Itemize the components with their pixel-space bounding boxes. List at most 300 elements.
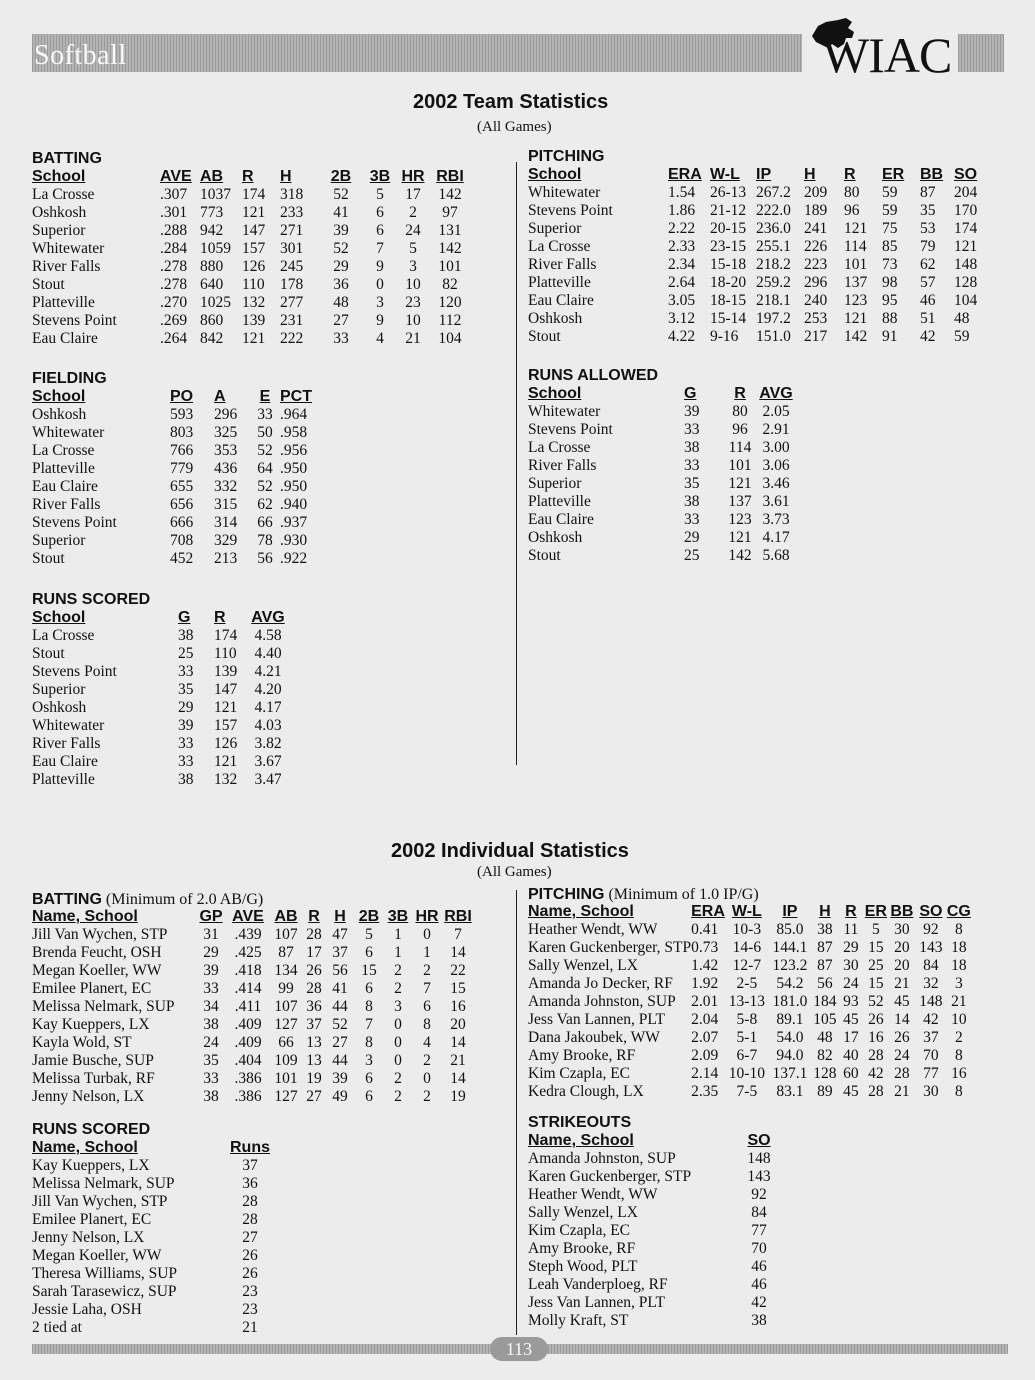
table-cell: 3	[409, 258, 417, 275]
table-cell: 95	[882, 292, 898, 309]
table-cell: 16	[868, 1029, 884, 1046]
table-cell: 1	[423, 944, 431, 961]
table-cell: 88	[882, 310, 898, 327]
table-cell: 452	[170, 550, 194, 567]
table-cell: 126	[214, 735, 238, 752]
table-cell: 593	[170, 406, 194, 423]
table-cell: 0	[394, 1016, 402, 1033]
table-cell: 60	[843, 1065, 859, 1082]
table-cell: Whitewater	[528, 184, 601, 201]
table-cell: 174	[954, 220, 978, 237]
table-cell: 92	[923, 921, 939, 938]
column-header: W-L	[731, 903, 762, 920]
table-cell: 1037	[200, 186, 231, 203]
table-cell: Superior	[528, 220, 582, 237]
table-row	[32, 1052, 474, 1070]
table-cell: Stevens Point	[528, 421, 613, 438]
table-cell: 123	[728, 511, 752, 528]
table-cell: 38	[178, 627, 194, 644]
table-cell: .386	[234, 1088, 262, 1105]
table-cell: 2.64	[668, 274, 696, 291]
table-cell: 213	[214, 550, 238, 567]
table-cell: 143	[747, 1168, 771, 1185]
column-header: ERA	[668, 166, 702, 183]
table-cell: 84	[751, 1204, 767, 1221]
table-cell: 41	[332, 980, 348, 997]
table-cell: 2	[394, 1088, 402, 1105]
table-cell: 1.86	[668, 202, 696, 219]
team-column-divider	[516, 162, 517, 765]
table-cell: 860	[200, 312, 224, 329]
table-cell: River Falls	[528, 457, 597, 474]
table-cell: 27	[333, 312, 349, 329]
table-cell: 2.07	[691, 1029, 719, 1046]
table-cell: 39	[684, 403, 700, 420]
table-cell: .270	[160, 294, 188, 311]
table-cell: Amy Brooke, RF	[528, 1047, 636, 1064]
table-cell: 42	[868, 1065, 884, 1082]
table-cell: 30	[894, 921, 910, 938]
table-cell: 14	[450, 944, 466, 961]
table-cell: 85.0	[776, 921, 804, 938]
table-cell: 147	[242, 222, 266, 239]
table-row	[32, 998, 474, 1016]
table-cell: 44	[332, 1052, 348, 1069]
team-runs-allowed-table	[528, 385, 796, 565]
table-cell: .964	[280, 406, 308, 423]
column-header: School	[528, 166, 582, 183]
table-cell: 209	[804, 184, 828, 201]
table-cell: 226	[804, 238, 828, 255]
table-cell: 96	[844, 202, 860, 219]
header-banner	[32, 34, 802, 72]
table-cell: 82	[817, 1047, 833, 1064]
table-row	[32, 1157, 272, 1175]
table-row	[32, 330, 472, 348]
table-row	[32, 258, 472, 276]
table-cell: 296	[804, 274, 828, 291]
table-cell: 142	[844, 328, 868, 345]
table-cell: Stout	[528, 328, 561, 345]
table-cell: 91	[882, 328, 898, 345]
table-cell: 144.1	[772, 939, 808, 956]
table-row	[528, 547, 796, 565]
table-cell: 52	[333, 240, 349, 257]
table-cell: 1	[394, 944, 402, 961]
table-cell: 332	[214, 478, 238, 495]
table-cell: 93	[843, 993, 859, 1010]
table-cell: 10	[951, 1011, 967, 1028]
table-cell: 157	[214, 717, 238, 734]
table-cell: .409	[234, 1016, 262, 1033]
table-cell: Sally Wenzel, LX	[528, 1204, 638, 1221]
table-cell: 666	[170, 514, 194, 531]
table-cell: 6	[365, 1070, 373, 1087]
table-cell: 3.00	[762, 439, 790, 456]
table-cell: 45	[843, 1083, 859, 1100]
table-cell: 31	[203, 926, 219, 943]
table-cell: .284	[160, 240, 188, 257]
table-row	[32, 771, 288, 789]
table-cell: 13	[306, 1052, 322, 1069]
table-cell: 2.22	[668, 220, 696, 237]
table-cell: 174	[214, 627, 238, 644]
table-row	[528, 256, 988, 274]
table-cell: 240	[804, 292, 828, 309]
table-cell: 6	[365, 944, 373, 961]
table-cell: Platteville	[528, 274, 591, 291]
table-cell: 59	[882, 184, 898, 201]
table-cell: .288	[160, 222, 188, 239]
table-cell: 79	[920, 238, 936, 255]
table-cell: 46	[751, 1258, 767, 1275]
column-header: 3B	[387, 908, 409, 925]
table-row	[32, 186, 472, 204]
table-cell: 3.61	[762, 493, 790, 510]
table-row	[528, 1065, 971, 1083]
table-cell: 99	[278, 980, 294, 997]
table-cell: 17	[306, 944, 322, 961]
table-cell: 10	[405, 312, 421, 329]
table-row	[528, 1011, 971, 1029]
table-cell: 10-3	[732, 921, 762, 938]
table-cell: 34	[203, 998, 219, 1015]
table-cell: Stout	[32, 276, 65, 293]
table-row	[528, 529, 796, 547]
table-cell: 19	[450, 1088, 466, 1105]
table-cell: 54.2	[776, 975, 804, 992]
table-cell: 255.1	[756, 238, 791, 255]
table-cell: Emilee Planert, EC	[32, 1211, 152, 1228]
table-cell: 2	[423, 962, 431, 979]
table-cell: 50	[257, 424, 273, 441]
table-cell: 147	[214, 681, 238, 698]
table-cell: 29	[203, 944, 219, 961]
table-cell: 28	[242, 1211, 258, 1228]
table-cell: 0	[423, 1070, 431, 1087]
table-cell: 2.01	[691, 993, 719, 1010]
table-cell: .950	[280, 460, 308, 477]
column-header: IP	[756, 166, 772, 183]
table-cell: 20	[894, 939, 910, 956]
table-cell: 26	[306, 962, 322, 979]
team-runs-allowed-title: RUNS ALLOWED	[528, 367, 659, 384]
table-cell: 39	[203, 962, 219, 979]
table-cell: 7	[365, 1016, 373, 1033]
table-cell: .269	[160, 312, 188, 329]
table-cell: 880	[200, 258, 224, 275]
table-cell: 640	[200, 276, 224, 293]
column-header: HR	[401, 168, 425, 185]
table-cell: 21	[894, 975, 910, 992]
table-cell: 37	[242, 1157, 258, 1174]
table-cell: 83.1	[776, 1083, 804, 1100]
individual-runs-scored-title: RUNS SCORED	[32, 1121, 151, 1138]
table-cell: 121	[728, 475, 752, 492]
table-cell: 132	[214, 771, 238, 788]
table-cell: 223	[804, 256, 828, 273]
table-cell: Kim Czapla, EC	[528, 1222, 631, 1239]
table-cell: 18-15	[710, 292, 747, 309]
team-pitching-table	[528, 166, 988, 346]
table-cell: 18	[951, 939, 967, 956]
table-cell: 10-10	[728, 1065, 765, 1082]
table-cell: 4.40	[254, 645, 282, 662]
table-cell: 128	[813, 1065, 837, 1082]
table-cell: 28	[242, 1193, 258, 1210]
column-header: R	[308, 908, 320, 925]
table-cell: 52	[333, 186, 349, 203]
table-cell: 8	[955, 921, 963, 938]
table-cell: 29	[843, 939, 859, 956]
table-cell: 104	[438, 330, 462, 347]
table-row	[32, 1088, 474, 1106]
table-cell: 33	[333, 330, 349, 347]
table-cell: 9	[376, 312, 384, 329]
table-cell: 39	[332, 1070, 348, 1087]
table-cell: 436	[214, 460, 238, 477]
table-cell: Amanda Johnston, SUP	[528, 993, 676, 1010]
table-cell: Jenny Nelson, LX	[32, 1229, 145, 1246]
column-header: School	[32, 168, 86, 185]
table-cell: 21	[951, 993, 967, 1010]
table-cell: 151.0	[756, 328, 791, 345]
table-cell: 142	[728, 547, 752, 564]
table-cell: .940	[280, 496, 308, 513]
table-cell: 27	[306, 1088, 322, 1105]
table-cell: 127	[274, 1016, 298, 1033]
table-cell: 142	[438, 240, 462, 257]
table-cell: 218.2	[756, 256, 791, 273]
team-stats-subtitle: (All Games)	[477, 119, 552, 135]
table-cell: Whitewater	[32, 717, 105, 734]
table-row	[32, 312, 472, 330]
table-cell: 15	[868, 939, 884, 956]
table-row	[32, 1319, 272, 1337]
table-cell: .439	[234, 926, 262, 943]
table-cell: 9	[376, 258, 384, 275]
team-runs-scored-table	[32, 609, 288, 789]
table-cell: Platteville	[32, 294, 95, 311]
table-cell: Eau Claire	[32, 330, 98, 347]
table-cell: 8	[955, 1083, 963, 1100]
individual-batting-note: (Minimum of 2.0 AB/G)	[101, 891, 264, 908]
table-row	[528, 1029, 971, 1047]
individual-pitching-note: (Minimum of 1.0 IP/G)	[604, 886, 759, 903]
table-cell: 98	[882, 274, 898, 291]
table-cell: 16	[951, 1065, 967, 1082]
column-header: W-L	[710, 166, 740, 183]
table-cell: 3	[376, 294, 384, 311]
table-cell: 17	[843, 1029, 859, 1046]
table-row	[32, 926, 474, 944]
table-cell: 267.2	[756, 184, 791, 201]
table-cell: 13	[306, 1034, 322, 1051]
team-batting-title: BATTING	[32, 150, 102, 167]
table-cell: .409	[234, 1034, 262, 1051]
column-header: Name, School	[528, 903, 634, 920]
table-cell: Stevens Point	[32, 312, 117, 329]
table-cell: Stevens Point	[32, 514, 117, 531]
table-cell: 6-7	[736, 1047, 758, 1064]
table-cell: Sally Wenzel, LX	[528, 957, 638, 974]
table-cell: 178	[280, 276, 304, 293]
individual-batting-title	[32, 891, 263, 909]
table-cell: 59	[954, 328, 970, 345]
table-cell: Eau Claire	[32, 753, 98, 770]
table-cell: 89	[817, 1083, 833, 1100]
table-cell: Sarah Tarasewicz, SUP	[32, 1283, 177, 1300]
table-cell: 8	[365, 1034, 373, 1051]
table-cell: 12-7	[732, 957, 762, 974]
table-cell: Stout	[32, 550, 65, 567]
table-cell: 28	[868, 1083, 884, 1100]
table-cell: 52	[332, 1016, 348, 1033]
table-row	[528, 993, 971, 1011]
table-cell: Oshkosh	[32, 406, 87, 423]
table-cell: 121	[844, 310, 868, 327]
column-header: IP	[782, 903, 798, 920]
banner-title: Softball	[34, 40, 127, 71]
table-cell: 35	[684, 475, 700, 492]
table-cell: Kay Kueppers, LX	[32, 1016, 150, 1033]
table-cell: 1.42	[691, 957, 719, 974]
table-cell: 35	[203, 1052, 219, 1069]
table-cell: .958	[280, 424, 308, 441]
table-cell: 42	[923, 1011, 939, 1028]
column-header: RBI	[444, 908, 472, 925]
table-cell: 28	[894, 1065, 910, 1082]
table-cell: 48	[954, 310, 970, 327]
table-cell: 29	[684, 529, 700, 546]
table-cell: Oshkosh	[32, 204, 87, 221]
table-cell: 8	[955, 1047, 963, 1064]
table-cell: .278	[160, 258, 188, 275]
table-cell: 66	[278, 1034, 294, 1051]
table-cell: Emilee Planert, EC	[32, 980, 152, 997]
column-header: ER	[882, 166, 905, 183]
table-row	[32, 1265, 272, 1283]
table-cell: 54.0	[776, 1029, 804, 1046]
table-row	[32, 1034, 474, 1052]
individual-stats-subtitle: (All Games)	[477, 864, 552, 880]
table-cell: 2	[394, 980, 402, 997]
table-cell: 114	[728, 439, 752, 456]
table-cell: Eau Claire	[528, 292, 594, 309]
table-cell: 1	[394, 926, 402, 943]
table-cell: 148	[919, 993, 943, 1010]
table-cell: Kay Kueppers, LX	[32, 1157, 150, 1174]
table-cell: 6	[365, 980, 373, 997]
table-cell: 137	[728, 493, 752, 510]
table-row	[32, 1247, 272, 1265]
table-cell: 33	[684, 421, 700, 438]
column-header: G	[178, 609, 191, 626]
table-row	[32, 699, 288, 717]
table-cell: 3.46	[762, 475, 790, 492]
table-cell: La Crosse	[528, 238, 591, 255]
table-row	[32, 442, 320, 460]
table-row	[528, 1312, 780, 1330]
header-row	[32, 1139, 272, 1157]
table-cell: 26-13	[710, 184, 747, 201]
team-fielding-title: FIELDING	[32, 370, 107, 387]
table-cell: 82	[442, 276, 458, 293]
table-cell: Steph Wood, PLT	[528, 1258, 638, 1275]
column-header: AVE	[232, 908, 264, 925]
column-header: H	[334, 908, 346, 925]
column-header: 2B	[330, 168, 352, 185]
table-row	[32, 980, 474, 998]
table-cell: 24	[405, 222, 421, 239]
table-row	[528, 457, 796, 475]
table-cell: 23	[242, 1283, 258, 1300]
table-row	[528, 1294, 780, 1312]
table-cell: 23	[405, 294, 421, 311]
table-cell: 77	[751, 1222, 767, 1239]
table-cell: 85	[882, 238, 898, 255]
table-cell: 4.58	[254, 627, 282, 644]
table-cell: 38	[817, 921, 833, 938]
table-cell: 3	[955, 975, 963, 992]
table-cell: 29	[333, 258, 349, 275]
table-cell: 5	[376, 186, 384, 203]
table-cell: 28	[868, 1047, 884, 1064]
table-cell: 107	[274, 926, 298, 943]
table-cell: 110	[242, 276, 265, 293]
column-header: A	[214, 388, 226, 405]
table-cell: 7	[376, 240, 384, 257]
table-cell: 315	[214, 496, 238, 513]
header-row	[528, 385, 796, 403]
table-cell: 127	[274, 1088, 298, 1105]
table-cell: 139	[214, 663, 238, 680]
table-cell: Kim Czapla, EC	[528, 1065, 631, 1082]
table-row	[528, 493, 796, 511]
table-row	[32, 240, 472, 258]
table-cell: 5.68	[762, 547, 790, 564]
table-cell: 0	[376, 276, 384, 293]
table-cell: 49	[332, 1088, 348, 1105]
table-cell: 5	[872, 921, 880, 938]
table-cell: 132	[242, 294, 266, 311]
table-cell: 218.1	[756, 292, 791, 309]
table-cell: Superior	[32, 681, 86, 698]
table-cell: 33	[684, 511, 700, 528]
table-cell: 2	[423, 1088, 431, 1105]
table-cell: 30	[843, 957, 859, 974]
header-banner-end	[958, 34, 1004, 72]
table-cell: River Falls	[32, 258, 101, 275]
table-cell: 44	[332, 998, 348, 1015]
table-cell: 15	[361, 962, 377, 979]
table-cell: 2-5	[736, 975, 758, 992]
header-row	[528, 166, 988, 184]
column-header: Name, School	[32, 908, 138, 925]
table-cell: 301	[280, 240, 304, 257]
table-cell: 189	[804, 202, 828, 219]
team-batting-table	[32, 168, 472, 348]
table-row	[32, 222, 472, 240]
table-cell: 2.34	[668, 256, 696, 273]
table-row	[32, 514, 320, 532]
table-cell: 3	[365, 1052, 373, 1069]
table-cell: 2.35	[691, 1083, 719, 1100]
table-row	[32, 753, 288, 771]
table-row	[32, 1070, 474, 1088]
table-cell: 21-12	[710, 202, 747, 219]
table-cell: Platteville	[32, 460, 95, 477]
